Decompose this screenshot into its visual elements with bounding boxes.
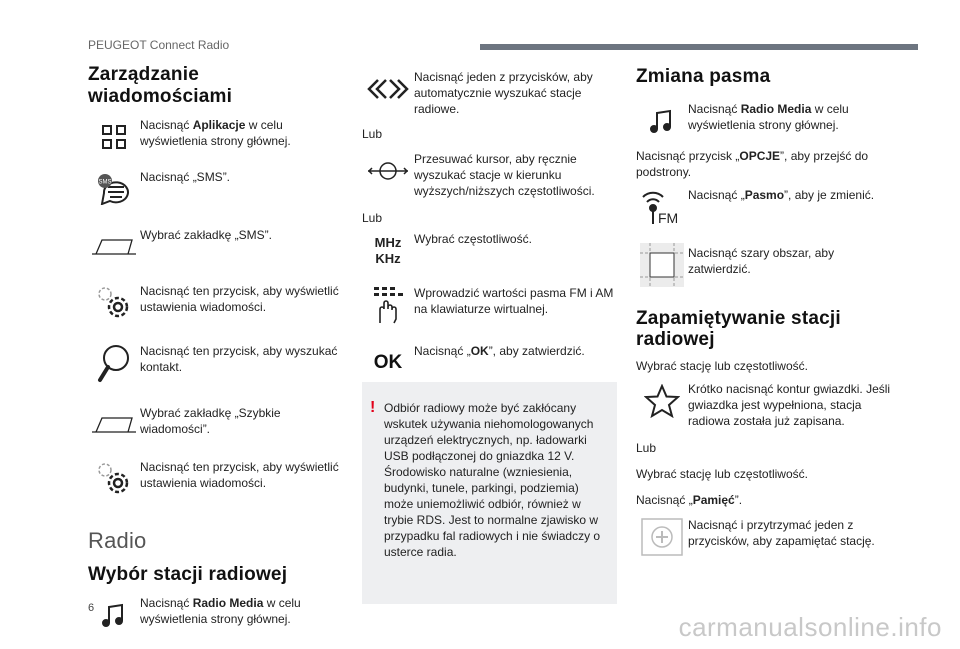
star-icon [636,380,688,422]
warning-icon: ! [370,399,376,416]
seek-arrows-icon [362,68,414,110]
sms-icon [88,168,140,210]
step-radio-media: Nacisnąć Radio Media w celu wyświetlenia strony głównej. [88,594,343,636]
column-radio-search: Nacisnąć jeden z przycisków, aby automatycznie wyszukać stacje radiowe. Lub Przesuwać kursor, aby ręcznie wyszukać stacje w kierunku wyższych/niższych częstotliwości. Lub MHz KHz Wybrać częstotliwość. Wprowadzić wartości pasma FM i AM na klawiaturze wirtualnej. OK Nacisnąć „OK”, aby zatwierdzić. [362,68,617,382]
step-select-frequency: MHz KHz Wybrać częstotliwość. [362,230,617,280]
step-ok: OK Nacisnąć „OK”, aby zatwierdzić. [362,342,617,382]
tab-icon [88,404,140,446]
step-radio-media-band: Nacisnąć Radio Media w celu wyświetlenia strony głównej. [636,100,891,148]
step-sms-tab: Wybrać zakładkę „SMS”. [88,226,343,282]
step-quick-messages-tab: Wybrać zakładkę „Szybkie wiadomości”. [88,404,343,458]
heading-band-change: Zmiana pasma [636,66,771,87]
column-messages [88,62,343,636]
mhz-khz-icon: MHz KHz [374,235,402,266]
heading-station-select: Wybór stacji radiowej [88,564,288,585]
step-auto-search: Nacisnąć jeden z przycisków, aby automatycznie wyszukać stacje radiowe. [362,68,617,126]
heading-radio: Radio [88,528,147,553]
ok-icon: OK [373,352,403,373]
page-number: 6 [88,602,95,614]
slider-cursor-icon [362,150,414,192]
step-settings-1: Nacisnąć ten przycisk, aby wyświetlić ustawienia wiadomości. [88,282,343,342]
music-note-icon [88,594,140,636]
step-memory-button: Nacisnąć i przytrzymać jeden z przycisków, aby zapamiętać stację. [636,516,891,558]
keypad-hand-icon [362,284,414,326]
header-bar [480,44,918,50]
apps-grid-icon [88,116,140,158]
column-band-memory: Zmiana pasma Nacisnąć Radio Media w celu wyświetlenia strony głównej. Nacisnąć przycisk „OPCJE”, aby przejść do podstrony. FM Nacisnąć „Pasmo”, aby je zmienić. Nacisnąć szary obszar, aby zatwierdzić. Zapamiętywanie stacji radiowej Wybrać stację lub częstotliwość. Krótko nacisnąć kontur gwiazdki. Jeśli gwiazdka jest wypełniona, stacja radiowa została już zapisana. Lub Wybrać stację lub częstotliwość. Nacisnąć „Pamięć”. Nacisnąć i przytrzymać jeden z przycisków, aby zapamiętać stację. [636,62,891,558]
fm-icon [636,186,688,228]
step-keyboard: Wprowadzić wartości pasma FM i AM na klawiaturze wirtualnej. [362,284,617,340]
add-preset-icon [636,516,688,558]
step-sms: SMS Nacisnąć „SMS”. [88,168,343,226]
search-icon [88,342,140,384]
step-band: FM Nacisnąć „Pasmo”, aby je zmienić. [636,186,891,242]
step-grey-area: Nacisnąć szary obszar, aby zatwierdzić. [636,244,891,302]
heading-messages: Zarządzanie wiadomościami [88,64,233,107]
warning-box: ! Odbiór radiowy może być zakłócany wskutek używania niehomologowanych urządzeń elektrycznych, np. ładowarki USB podłączonej do gniazdka 12 V. Środowisko naturalne (wzniesienia, budynki, tunele, parkingi, podziemia) może uniemożliwić odbiór, również w trybie RDS. Jest to normalne zjawisko w przypadku fal radiowych i nie świadczy o usterce radia. [362,382,617,604]
confirm-area-icon [636,244,688,286]
gear-icon [88,282,140,324]
step-star: Krótko nacisnąć kontur gwiazdki. Jeśli gwiazdka jest wypełniona, stacja radiowa została już zapisana. [636,380,891,436]
watermark: carmanualsonline.info [678,612,942,642]
tab-icon [88,226,140,268]
step-apps: Nacisnąć Aplikacje w celu wyświetlenia strony głównej. [88,116,343,168]
step-settings-2: Nacisnąć ten przycisk, aby wyświetlić ustawienia wiadomości. [88,458,343,520]
sms-icon-label: SMS [98,179,112,186]
step-manual-search: Przesuwać kursor, aby ręcznie wyszukać stacje w kierunku wyższych/niższych częstotliwości. [362,150,617,210]
step-search-contact: Nacisnąć ten przycisk, aby wyszukać kontakt. [88,342,343,404]
fm-icon-label: FM [658,210,679,226]
page-header: PEUGEOT Connect Radio [88,38,230,52]
heading-station-memory: Zapamiętywanie stacji radiowej [636,308,841,350]
music-note-icon [636,100,688,142]
gear-icon [88,458,140,500]
